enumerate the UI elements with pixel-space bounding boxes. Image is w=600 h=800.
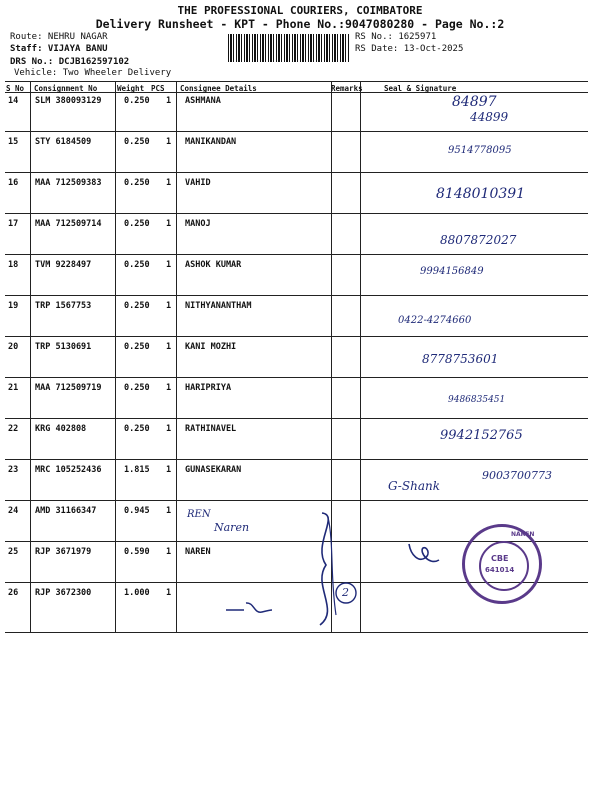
col-header-sno: S No xyxy=(6,84,25,93)
table-rule xyxy=(5,459,588,460)
row-consignment-no: KRG 402808 xyxy=(35,424,87,434)
row-weight: 0.945 xyxy=(124,506,150,516)
row24-overwrite: REN xyxy=(187,509,211,520)
column-rule xyxy=(30,81,31,632)
row-weight: 0.250 xyxy=(124,260,150,270)
table-rule xyxy=(5,500,588,501)
row-signature-2: 9003700773 xyxy=(482,469,552,482)
col-header-weight: Weight xyxy=(117,84,145,93)
row-signature-1: 9942152765 xyxy=(440,428,523,443)
row-pcs: 1 xyxy=(166,588,172,598)
row-consignment-no: AMD 31166347 xyxy=(35,506,97,516)
row-consignee: MANOJ xyxy=(185,219,211,229)
row-weight: 0.590 xyxy=(124,547,150,557)
row-pcs: 1 xyxy=(166,178,172,188)
row-sno: 21 xyxy=(8,383,19,393)
row-consignment-no: MAA 712509383 xyxy=(35,178,102,188)
dash-scribble xyxy=(224,598,274,618)
row-consignee: VAHID xyxy=(185,178,211,188)
row-consignee: GUNASEKARAN xyxy=(185,465,242,475)
col-header-consignment: Consignment No xyxy=(34,84,98,93)
row-sno: 23 xyxy=(8,465,19,475)
row-pcs: 1 xyxy=(166,219,172,229)
row-signature-1: 0422-4274660 xyxy=(398,315,472,326)
row-signature-1: G-Shank xyxy=(388,479,440,493)
row-pcs: 1 xyxy=(166,547,172,557)
row-consignee: ASHMANA xyxy=(185,96,221,106)
row-sno: 26 xyxy=(8,588,19,598)
row-sno: 24 xyxy=(8,506,19,516)
row-sno: 14 xyxy=(8,96,19,106)
staff-label: Staff: VIJAYA BANU xyxy=(10,44,108,54)
row-consignment-no: TRP 5130691 xyxy=(35,342,92,352)
route-label: Route: NEHRU NAGAR xyxy=(10,32,108,42)
company-title: THE PROFESSIONAL COURIERS, COIMBATORE xyxy=(177,4,423,17)
row-signature-1: 9486835451 xyxy=(448,395,506,405)
rs-date: RS Date: 13-Oct-2025 xyxy=(355,44,464,54)
row-consignment-no: RJP 3672300 xyxy=(35,588,92,598)
row-weight: 0.250 xyxy=(124,219,150,229)
row-signature-1: 8778753601 xyxy=(422,352,499,366)
row-weight: 0.250 xyxy=(124,301,150,311)
row-consignment-no: MAA 712509714 xyxy=(35,219,102,229)
table-rule xyxy=(5,254,588,255)
row-weight: 1.815 xyxy=(124,465,150,475)
brace-mark xyxy=(300,505,360,630)
row-pcs: 1 xyxy=(166,301,172,311)
row-pcs: 1 xyxy=(166,342,172,352)
row-weight: 0.250 xyxy=(124,342,150,352)
col-header-pcs: PCS xyxy=(151,84,165,93)
row-consignee: ASHOK KUMAR xyxy=(185,260,242,270)
row-signature-1: 9514778095 xyxy=(448,145,512,156)
vehicle-label: Vehicle: Two Wheeler Delivery xyxy=(14,68,172,78)
table-rule xyxy=(5,295,588,296)
row-signature-2: 8148010391 xyxy=(436,186,526,202)
col-header-consignee: Consignee Details xyxy=(180,84,257,93)
seal-pincode: 641014 xyxy=(485,566,515,574)
table-rule xyxy=(5,418,588,419)
row-sno: 22 xyxy=(8,424,19,434)
row-weight: 0.250 xyxy=(124,424,150,434)
row-consignment-no: TVM 9228497 xyxy=(35,260,92,270)
column-rule xyxy=(115,81,116,632)
row-signature-1: 9994156849 xyxy=(420,266,484,277)
row-signature-1: 8807872027 xyxy=(440,233,517,247)
col-header-remarks: Remarks xyxy=(331,84,363,93)
row-signature-1: 84897 xyxy=(452,94,497,110)
row-consignment-no: STY 6184509 xyxy=(35,137,92,147)
runsheet-subtitle: Delivery Runsheet - KPT - Phone No.:9047080280 - Page No.:2 xyxy=(95,17,505,31)
row-sno: 19 xyxy=(8,301,19,311)
column-rule xyxy=(360,81,361,632)
column-rule xyxy=(176,81,177,632)
table-rule xyxy=(5,336,588,337)
row-sno: 15 xyxy=(8,137,19,147)
table-rule xyxy=(5,172,588,173)
seal-city: CBE xyxy=(491,554,509,563)
row-consignee: MANIKANDAN xyxy=(185,137,237,147)
row-consignee: KANI MOZHI xyxy=(185,342,237,352)
seal-ring-text: NAREN xyxy=(511,531,535,538)
table-rule xyxy=(5,81,588,82)
barcode-image xyxy=(228,34,350,62)
row-consignment-no: MRC 105252436 xyxy=(35,465,102,475)
row-weight: 0.250 xyxy=(124,137,150,147)
naren-note: Naren xyxy=(214,521,250,534)
row-pcs: 1 xyxy=(166,383,172,393)
row-sno: 20 xyxy=(8,342,19,352)
row-pcs: 1 xyxy=(166,96,172,106)
row-weight: 0.250 xyxy=(124,383,150,393)
row-pcs: 1 xyxy=(166,260,172,270)
row-pcs: 1 xyxy=(166,424,172,434)
rs-number: RS No.: 1625971 xyxy=(355,32,437,42)
row-consignment-no: TRP 1567753 xyxy=(35,301,92,311)
company-seal xyxy=(462,524,542,604)
row-consignee: NITHYANANTHAM xyxy=(185,301,252,311)
row-consignment-no: SLM 380093129 xyxy=(35,96,102,106)
row-consignment-no: RJP 3671979 xyxy=(35,547,92,557)
row-consignment-no: MAA 712509719 xyxy=(35,383,102,393)
row-consignee: RATHINAVEL xyxy=(185,424,237,434)
row-weight: 1.000 xyxy=(124,588,150,598)
row-sno: 25 xyxy=(8,547,19,557)
drs-number: DRS No.: DCJB162597102 xyxy=(10,57,130,67)
table-rule xyxy=(5,377,588,378)
row25-signature xyxy=(405,540,445,570)
table-rule xyxy=(5,632,588,633)
row-weight: 0.250 xyxy=(124,96,150,106)
table-rule xyxy=(5,213,588,214)
row-pcs: 1 xyxy=(166,465,172,475)
row-consignee: NAREN xyxy=(185,547,211,557)
row-sno: 16 xyxy=(8,178,19,188)
row-pcs: 1 xyxy=(166,506,172,516)
count-mark: 2 xyxy=(342,586,349,599)
col-header-seal: Seal & Signature xyxy=(384,84,457,93)
row-consignee: HARIPRIYA xyxy=(185,383,232,393)
row-sno: 18 xyxy=(8,260,19,270)
row-weight: 0.250 xyxy=(124,178,150,188)
row-pcs: 1 xyxy=(166,137,172,147)
row-sno: 17 xyxy=(8,219,19,229)
row-signature-2: 44899 xyxy=(470,110,509,124)
table-rule xyxy=(5,131,588,132)
